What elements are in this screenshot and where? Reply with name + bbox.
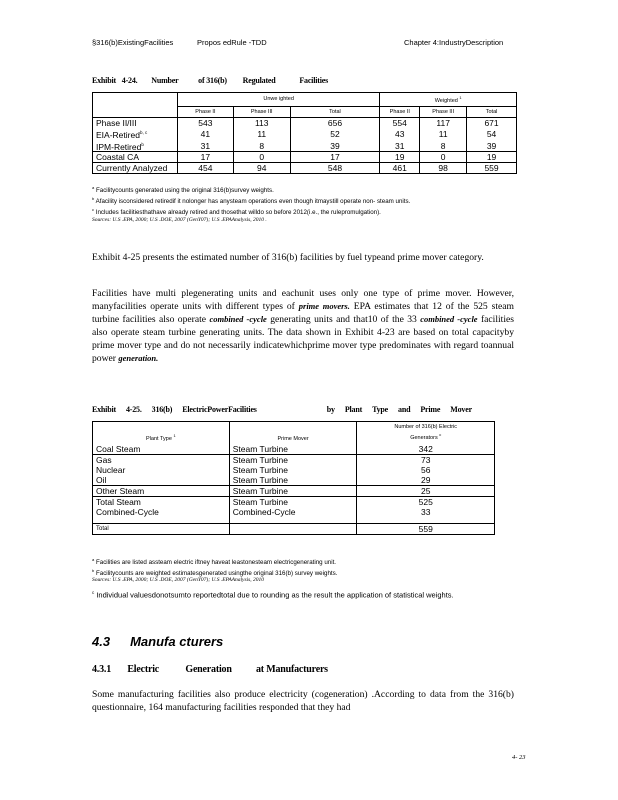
value-cell: 342	[357, 444, 495, 455]
footnote-text: Includes facilitiesthathave already retired and thosethat willdo so before 2012(i.e., the rulepromulgation).	[95, 209, 381, 217]
title-word: Exhibit	[92, 405, 116, 414]
title-word: Number	[151, 76, 179, 85]
footnote-text: Individual valuesdonotsumto reportedtotal due to rounding as the result the application of statistical weights.	[96, 590, 454, 600]
title-word: Type	[372, 405, 389, 414]
cell: 54	[467, 128, 517, 140]
exhibit-424-table	[92, 92, 517, 174]
subheader-cell: Phase III	[420, 106, 467, 117]
table-row	[93, 117, 517, 128]
cell: 454	[177, 163, 233, 174]
italic-span: generation.	[118, 353, 159, 363]
mover-cell: Steam Turbine	[229, 475, 357, 486]
cell: 113	[233, 117, 290, 128]
group-weighted-sup: 1	[459, 95, 462, 100]
table-row	[93, 128, 517, 140]
italic-span: combined -cycle	[209, 314, 267, 324]
table-row	[93, 507, 495, 524]
row-label: Phase II/III	[93, 117, 178, 128]
text-span: EPA estimates that 12 of the 525 steam turbine facilities also operate	[92, 301, 515, 325]
group-weighted-label: Weighted	[434, 97, 458, 104]
plant-cell: Other Steam	[93, 486, 230, 497]
footnote-sup: c	[92, 207, 94, 212]
header-label: Plant Type	[146, 436, 172, 442]
group-unweighted: Unwe ighted	[177, 93, 379, 107]
value-cell: 525	[357, 497, 495, 508]
table-header-row	[93, 93, 517, 107]
subheader-cell: Phase II	[380, 106, 420, 117]
paragraph	[92, 287, 514, 365]
cell: 41	[177, 128, 233, 140]
table-row	[93, 444, 495, 455]
footnote-sup: a	[92, 185, 95, 190]
cell: 43	[380, 128, 420, 140]
header-plant-type	[93, 422, 230, 445]
table-total-row	[93, 524, 495, 535]
text-span: Facilities have multi plegenerating units and eachunit uses only one type of prime mover. However, manyfacilities operate units with different types of	[92, 288, 514, 312]
header-prime-mover: Prime Mover	[229, 422, 357, 445]
italic-span: combined -cycle	[420, 314, 478, 324]
header-sup: 1	[173, 433, 176, 439]
title-word: Prime	[420, 405, 441, 414]
table-row	[93, 465, 495, 475]
row-label	[93, 140, 178, 152]
mover-cell: Steam Turbine	[229, 497, 357, 508]
title-word: 4-24.	[121, 76, 138, 85]
footnote-c	[92, 205, 381, 217]
header-right: Chapter 4:IndustryDescription	[404, 38, 504, 47]
section-title: Manufa cturers	[130, 634, 224, 649]
cell: 671	[467, 117, 517, 128]
heading-word: Generation	[185, 664, 232, 675]
row-label	[93, 128, 178, 140]
header-line: Generators	[410, 434, 438, 441]
title-word: of 316(b)	[198, 76, 227, 85]
plant-cell: Coal Steam	[93, 444, 230, 455]
mover-cell: Combined-Cycle	[229, 507, 357, 524]
section-heading	[92, 634, 223, 649]
mover-cell: Steam Turbine	[229, 465, 357, 475]
total-label: Total	[93, 524, 230, 535]
cell: 554	[380, 117, 420, 128]
title-word: by	[326, 405, 335, 414]
cell: 39	[467, 140, 517, 152]
total-value: 559	[357, 524, 495, 535]
footnote-c	[92, 588, 507, 601]
value-cell: 29	[357, 475, 495, 486]
cell: 31	[380, 140, 420, 152]
table-header-row	[93, 422, 495, 445]
footnote-text: Afacility isconsidered retiredif it nolonger has anysteam operations even though itmaystill operate non- steam units.	[95, 198, 411, 206]
title-word: 316(b)	[151, 405, 173, 414]
cell: 19	[380, 152, 420, 163]
cell: 19	[467, 152, 517, 163]
paragraph: Exhibit 4-25 presents the estimated number of 316(b) facilities by fuel typeand prime mover category.	[92, 252, 484, 263]
table-row	[93, 152, 517, 163]
mover-cell: Steam Turbine	[229, 455, 357, 466]
cell: 559	[467, 163, 517, 174]
empty-header-cell	[93, 93, 178, 118]
title-word: Plant	[344, 405, 363, 414]
cell: 17	[177, 152, 233, 163]
footnote-sup: b	[92, 196, 95, 201]
footnote-sup: a	[92, 557, 95, 562]
cell: 98	[420, 163, 467, 174]
exhibit-424-title	[92, 76, 328, 85]
table-row	[93, 486, 495, 497]
heading-word: at Manufacturers	[256, 664, 328, 675]
table-row	[93, 163, 517, 174]
header-sup: c	[439, 432, 442, 438]
empty-cell	[229, 524, 357, 535]
mover-cell: Steam Turbine	[229, 486, 357, 497]
value-cell: 73	[357, 455, 495, 466]
subheader-cell: Total	[467, 106, 517, 117]
cell: 8	[233, 140, 290, 152]
table-row	[93, 475, 495, 486]
cell: 0	[420, 152, 467, 163]
cell: 11	[233, 128, 290, 140]
section-number: 4.3	[92, 634, 111, 649]
exhibit-425-table	[92, 421, 495, 535]
header-center: Propos edRule -TDD	[197, 38, 267, 47]
subheader-cell: Phase II	[177, 106, 233, 117]
title-word: Mover	[450, 405, 472, 414]
cell: 656	[290, 117, 380, 128]
table-row	[93, 140, 517, 152]
footnote-text: Facilities are listed assteam electric iftney haveat leastonesteam electricgenerating unit.	[95, 559, 337, 567]
value-cell: 25	[357, 486, 495, 497]
text-span: facilities also operate steam turbine generating units. The data shown in Exhibit 4-23 are based on total capacityby prime mover type and do not necessarily indicatewhichprime mover type predominates with regard toannual power	[92, 314, 514, 364]
title-word: Exhibit	[92, 76, 116, 85]
footnote-text: Facilitycounts are weighted estimatesgenerated usingthe original 316(b) survey weights.	[95, 570, 338, 578]
cell: 31	[177, 140, 233, 152]
title-word: Regulated	[242, 76, 276, 85]
table-row	[93, 497, 495, 508]
cell: 17	[290, 152, 380, 163]
cell: 117	[420, 117, 467, 128]
header-number	[357, 422, 495, 445]
cell: 39	[290, 140, 380, 152]
row-label-text: EIA-Retired	[96, 129, 140, 140]
text-span: generating units and that10 of the 33	[266, 314, 421, 325]
footnote-text: Facilitycounts generated using the original 316(b)survey weights.	[95, 187, 274, 195]
cell: 8	[420, 140, 467, 152]
group-weighted	[380, 93, 517, 107]
plant-cell: Combined-Cycle	[93, 507, 230, 524]
paragraph: Some manufacturing facilities also produce electricity (cogeneration) .According to data from the 316(b) questionnaire, 164 manufacturing facilities responded that they had	[92, 689, 514, 713]
row-label-sup: b	[141, 141, 144, 147]
cell: 11	[420, 128, 467, 140]
subheader-cell: Phase III	[233, 106, 290, 117]
value-cell: 56	[357, 465, 495, 475]
value-cell: 33	[357, 507, 495, 524]
title-word: 4-25.	[125, 405, 142, 414]
italic-span: prime movers.	[298, 301, 350, 311]
plant-cell: Nuclear	[93, 465, 230, 475]
subheader-cell: Total	[290, 106, 380, 117]
source-line: Sources: U.S .EPA, 2000; U.S .DOE, 2007 (GenY07); U.S .EPAAnalysis, 2010	[92, 577, 265, 583]
heading-word: Electric	[127, 664, 160, 675]
source-line: Sources: U.S .EPA, 2000; U.S .DOE, 2007 (GenY07); U.S .EPAAnalysis, 2010 .	[92, 217, 267, 223]
table-row	[93, 455, 495, 466]
cell: 543	[177, 117, 233, 128]
row-label-sup: b, c	[139, 129, 148, 135]
cell: 0	[233, 152, 290, 163]
plant-cell: Total Steam	[93, 497, 230, 508]
cell: 548	[290, 163, 380, 174]
exhibit-425-title	[92, 405, 472, 414]
subsection-number: 4.3.1	[92, 664, 112, 675]
row-label: Coastal CA	[93, 152, 178, 163]
row-label: Currently Analyzed	[93, 163, 178, 174]
subsection-heading	[92, 664, 328, 675]
footnote-sup: b	[92, 568, 95, 573]
mover-cell: Steam Turbine	[229, 444, 357, 455]
title-word: and	[398, 405, 411, 414]
header-line: Number of 316(b) Electric	[394, 424, 458, 431]
plant-cell: Oil	[93, 475, 230, 486]
header-left: §316(b)ExistingFacilities	[92, 38, 174, 47]
plant-cell: Gas	[93, 455, 230, 466]
table-body-group-1	[93, 117, 517, 152]
cell: 461	[380, 163, 420, 174]
title-word: ElectricPowerFacilities	[182, 405, 257, 414]
cell: 94	[233, 163, 290, 174]
cell: 52	[290, 128, 380, 140]
row-label-text: IPM-Retired	[96, 141, 142, 152]
page-number: 4- 23	[512, 754, 526, 761]
footnote-sup: c	[92, 590, 95, 595]
title-word: Facilities	[299, 76, 328, 85]
